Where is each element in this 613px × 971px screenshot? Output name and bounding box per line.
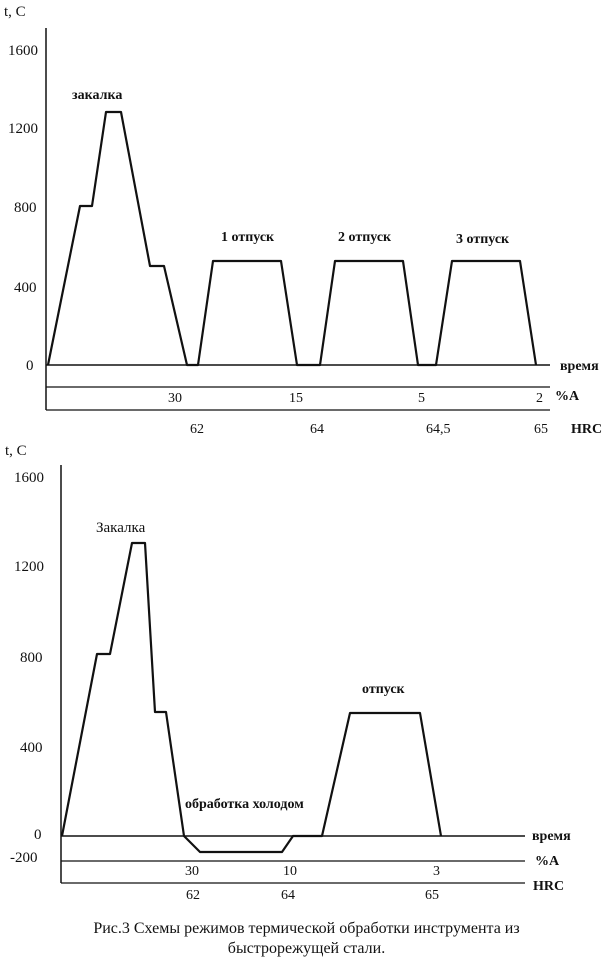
chart-1-hardness-value: 62 [190,422,204,437]
chart-1-austenite-values [168,391,543,406]
figure-caption-line-1: Рис.3 Схемы режимов термической обработки инструмента из [93,920,520,937]
chart-1-y-tick: 0 [26,358,34,374]
chart-2-hardness-value: 64 [281,888,295,903]
chart-2-annotation-quench: Закалка [96,520,146,536]
chart-1-time-label: время [560,359,599,374]
chart-1-austenite-value: 15 [289,391,303,406]
chart-1-annotation-temper-2: 2 отпуск [338,230,392,245]
chart-2-y-tick: 0 [34,827,42,843]
chart-1-austenite-value: 30 [168,391,182,406]
chart-1-y-tick: 800 [14,200,37,216]
chart-1-y-ticks [8,43,38,374]
chart-1-hardness-label: HRC [571,422,603,437]
chart-2-austenite-label: %А [535,854,560,869]
chart-2-y-tick: 1200 [14,559,44,575]
chart-1-annotation-temper-1: 1 отпуск [221,230,275,245]
chart-2-austenite-value: 30 [185,864,199,879]
chart-2 [5,443,571,903]
chart-1-hardness-value: 64,5 [426,422,451,437]
chart-1-annotation-temper-3: 3 отпуск [456,232,510,247]
chart-1-austenite-value: 5 [418,391,425,406]
chart-2-y-ticks [10,470,44,866]
chart-2-hardness-value: 65 [425,888,439,903]
chart-2-austenite-value: 10 [283,864,297,879]
chart-1-annotation-quench: закалка [72,88,123,103]
chart-2-y-tick: 800 [20,650,43,666]
chart-2-annotation-cold-treatment: обработка холодом [185,797,304,812]
chart-1-y-tick: 1600 [8,43,38,59]
chart-1 [4,4,602,437]
chart-1-y-tick: 1200 [8,121,38,137]
chart-2-austenite-values [185,864,440,879]
chart-1-austenite-value: 2 [536,391,543,406]
chart-2-y-tick: 400 [20,740,43,756]
chart-1-austenite-label: %А [555,389,580,404]
chart-1-y-axis-label: t, С [4,4,26,20]
chart-1-hardness-value: 64 [310,422,324,437]
chart-1-hardness-values [190,422,548,437]
chart-2-hardness-value: 62 [186,888,200,903]
chart-2-hardness-label: HRC [533,879,565,894]
chart-2-y-tick: -200 [10,850,38,866]
chart-2-annotation-temper: отпуск [362,682,405,697]
figure-caption-line-2: быстрорежущей стали. [227,940,386,957]
chart-1-y-tick: 400 [14,280,37,296]
chart-2-hardness-values [186,888,439,903]
chart-1-hardness-value: 65 [534,422,548,437]
chart-2-y-axis-label: t, С [5,443,27,459]
chart-2-austenite-value: 3 [433,864,440,879]
chart-2-y-tick: 1600 [14,470,44,486]
chart-2-time-label: время [532,829,571,844]
